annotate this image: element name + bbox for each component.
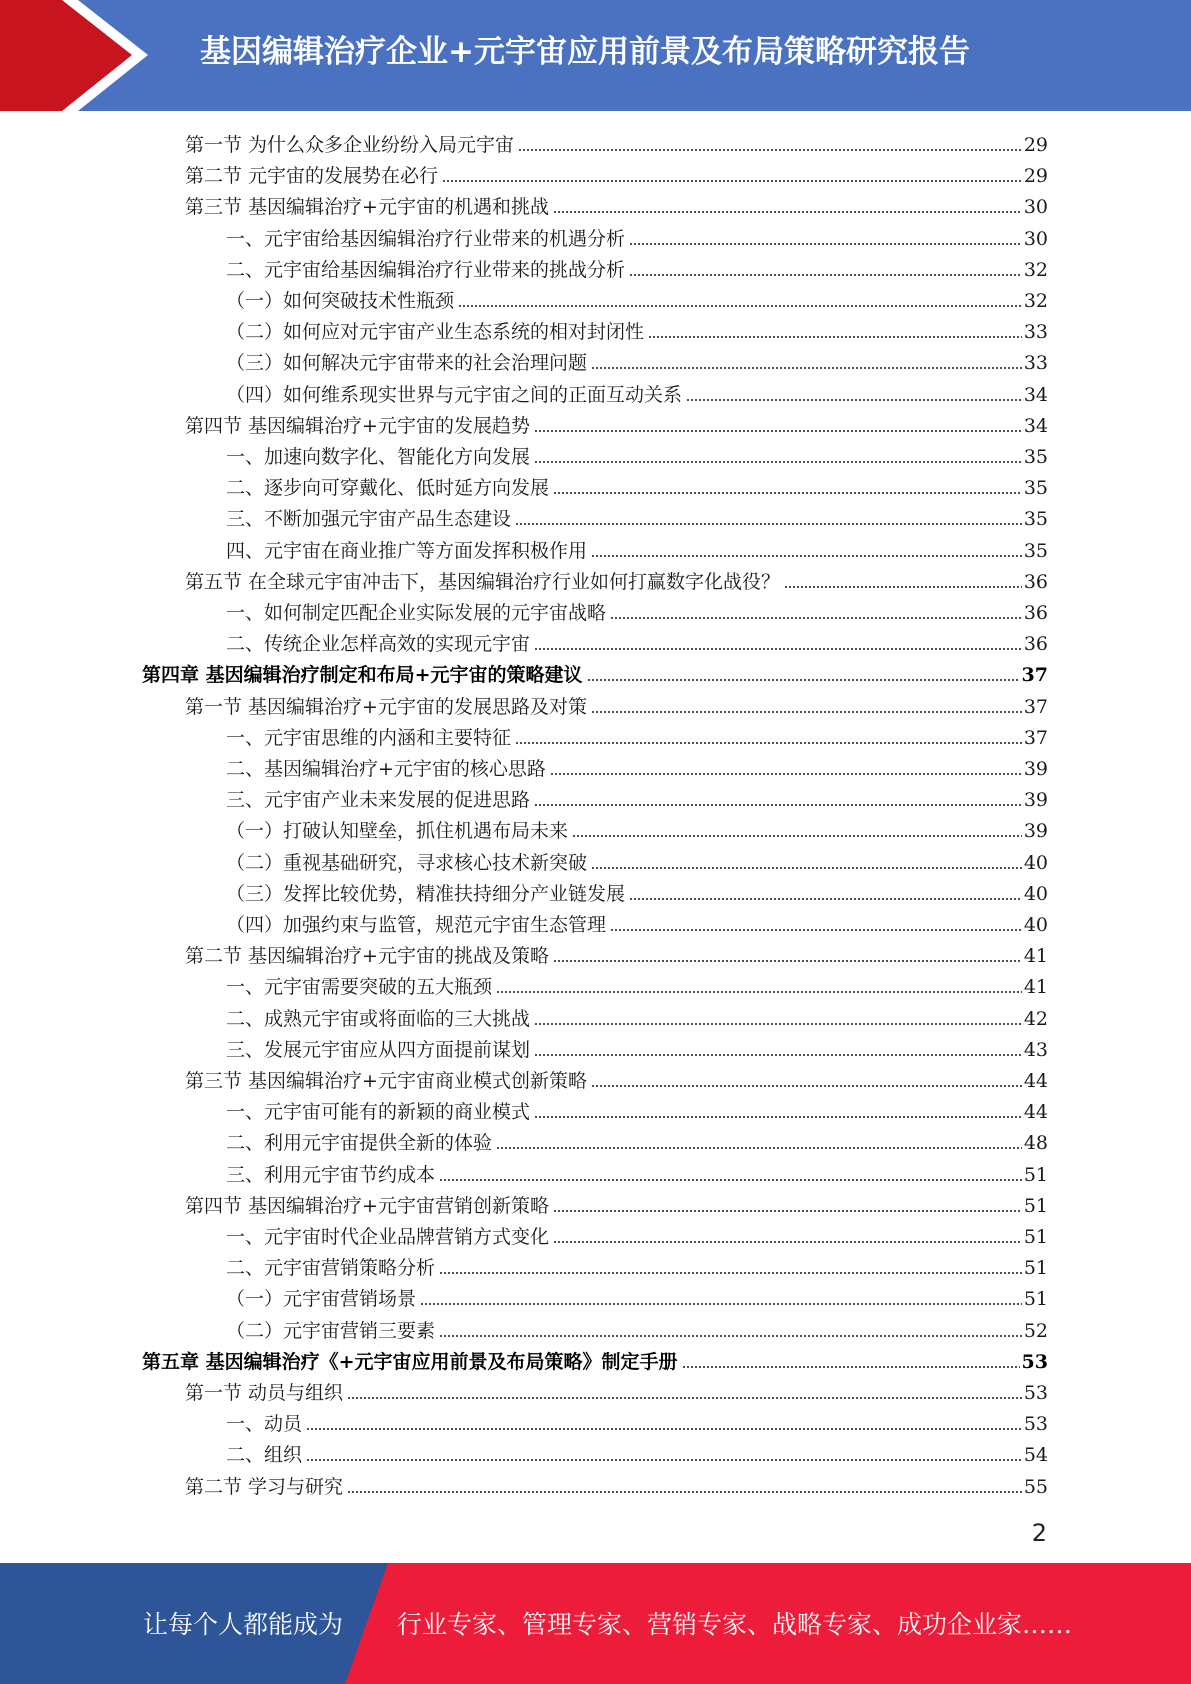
toc-dot-leader (591, 1085, 1022, 1087)
toc-entry-row[interactable] (226, 813, 1048, 843)
page-footer (0, 1563, 1191, 1684)
toc-entry-title: 二、元宇宙给基因编辑治疗行业带来的挑战分析 (226, 258, 626, 281)
toc-dot-leader (587, 679, 1020, 681)
toc-page-number: 44 (1023, 1070, 1048, 1092)
toc-dot-leader (439, 1335, 1022, 1337)
toc-entry-row[interactable] (226, 1219, 1048, 1249)
toc-dot-leader (458, 305, 1022, 307)
toc-dot-leader (591, 555, 1022, 557)
toc-entry-row[interactable] (226, 1001, 1048, 1031)
toc-dot-leader (306, 1428, 1022, 1430)
page-number: 2 (1031, 1519, 1047, 1547)
toc-page-number: 36 (1023, 633, 1048, 656)
toc-page-number: 35 (1023, 477, 1048, 500)
toc-entry-title: （一）打破认知壁垒，抓住机遇布局未来 (226, 820, 569, 843)
toc-dot-leader (534, 804, 1022, 806)
toc-page-number: 40 (1023, 882, 1048, 905)
toc-entry-title: 三、不断加强元宇宙产品生态建设 (226, 508, 512, 531)
toc-entry-title: （四）加强约束与监管，规范元宇宙生态管理 (226, 914, 607, 936)
toc-entry-title: 一、加速向数字化、智能化方向发展 (226, 446, 531, 468)
footer-slogan: 让每个人都能成为 (143, 1610, 344, 1639)
toc-page-number: 53 (1021, 1350, 1048, 1373)
toc-page-number: 35 (1023, 446, 1048, 468)
toc-entry-row[interactable] (226, 1281, 1048, 1311)
toc-entry-row[interactable] (226, 720, 1048, 750)
toc-page-number: 51 (1023, 1226, 1048, 1248)
toc-entry-row[interactable] (226, 1094, 1048, 1124)
toc-page-number: 33 (1023, 352, 1048, 375)
toc-entry-row[interactable] (226, 969, 1048, 999)
page-header (0, 0, 1191, 111)
toc-entry-title: 一、元宇宙需要突破的五大瓶颈 (226, 976, 493, 999)
toc-dot-leader (610, 617, 1022, 619)
toc-dot-leader (439, 1179, 1022, 1181)
toc-page-number: 43 (1023, 1038, 1048, 1061)
toc-entry-title: （三）发挥比较优势，精准扶持细分产业链发展 (226, 882, 626, 905)
toc-dot-leader (610, 929, 1022, 931)
toc-entry-row[interactable] (226, 221, 1048, 251)
toc-dot-leader (534, 648, 1022, 650)
toc-entry-title: （二）如何应对元宇宙产业生态系统的相对封闭性 (226, 321, 645, 344)
toc-page-number: 40 (1023, 914, 1048, 936)
toc-page-number: 55 (1023, 1475, 1048, 1498)
toc-entry-row[interactable] (226, 876, 1048, 906)
toc-chapter-row[interactable] (142, 1344, 1048, 1374)
toc-entry-title: 二、利用元宇宙提供全新的体验 (226, 1132, 493, 1155)
toc-entry-row[interactable] (226, 595, 1048, 625)
toc-entry-title: 四、元宇宙在商业推广等方面发挥积极作用 (226, 539, 588, 562)
toc-entry-row[interactable] (226, 377, 1048, 407)
toc-page-number: 41 (1023, 945, 1048, 968)
toc-page-number: 35 (1023, 508, 1048, 531)
footer-expert-list: 行业专家、管理专家、营销专家、战略专家、成功企业家…… (397, 1610, 1073, 1639)
toc-page-number: 37 (1023, 726, 1048, 749)
toc-dot-leader (682, 1366, 1020, 1368)
toc-page-number: 37 (1021, 664, 1048, 687)
toc-entry-row[interactable] (226, 907, 1048, 937)
toc-dot-leader (515, 742, 1022, 744)
toc-page-number: 36 (1023, 602, 1048, 624)
toc-entry-title: 第三节 基因编辑治疗+元宇宙的机遇和挑战 (185, 196, 549, 219)
toc-dot-leader (553, 492, 1022, 494)
toc-entry-title: 二、逐步向可穿戴化、低时延方向发展 (226, 477, 550, 500)
toc-dot-leader (420, 1303, 1022, 1305)
toc-dot-leader (553, 1241, 1022, 1243)
toc-page-number: 37 (1023, 695, 1048, 718)
toc-entry-title: 第四章 基因编辑治疗制定和布局+元宇宙的策略建议 (142, 664, 583, 687)
toc-entry-row[interactable] (226, 314, 1048, 344)
toc-dot-leader (553, 1210, 1022, 1212)
toc-page-number: 42 (1023, 1007, 1048, 1030)
toc-dot-leader (553, 211, 1022, 213)
toc-page-number: 51 (1023, 1194, 1048, 1217)
toc-entry-row[interactable] (226, 782, 1048, 812)
toc-page-number: 36 (1023, 570, 1048, 593)
toc-page-number: 51 (1023, 1288, 1048, 1311)
toc-dot-leader (518, 149, 1022, 151)
toc-entry-title: 二、元宇宙营销策略分析 (226, 1257, 436, 1280)
toc-entry-title: 一、元宇宙思维的内涵和主要特征 (226, 726, 512, 749)
toc-entry-title: 第二节 学习与研究 (185, 1475, 344, 1498)
toc-entry-row[interactable] (185, 938, 1048, 968)
toc-dot-leader (347, 1491, 1022, 1493)
toc-entry-title: 三、发展元宇宙应从四方面提前谋划 (226, 1038, 531, 1061)
toc-entry-row[interactable] (185, 189, 1048, 219)
toc-page-number: 29 (1023, 165, 1048, 188)
toc-entry-title: 第四节 基因编辑治疗+元宇宙的发展趋势 (185, 414, 530, 437)
toc-entry-row[interactable] (226, 1406, 1048, 1436)
toc-entry-title: 第四节 基因编辑治疗+元宇宙营销创新策略 (185, 1194, 549, 1217)
toc-dot-leader (629, 243, 1022, 245)
toc-entry-row[interactable] (226, 533, 1048, 563)
toc-dot-leader (534, 1054, 1022, 1056)
toc-entry-row[interactable] (185, 564, 1048, 594)
toc-entry-title: 二、基因编辑治疗+元宇宙的核心思路 (226, 758, 546, 780)
toc-entry-title: 第二节 元宇宙的发展势在必行 (185, 165, 439, 188)
toc-dot-leader (496, 991, 1022, 993)
toc-entry-row[interactable] (185, 1469, 1048, 1499)
toc-entry-row[interactable] (226, 1157, 1048, 1187)
toc-page-number: 34 (1023, 383, 1048, 406)
toc-entry-title: 二、传统企业怎样高效的实现元宇宙 (226, 633, 531, 656)
toc-entry-title: 一、元宇宙时代企业品牌营销方式变化 (226, 1226, 550, 1248)
toc-page-number: 39 (1023, 820, 1048, 843)
toc-chapter-row[interactable] (142, 657, 1048, 687)
toc-entry-title: （二）重视基础研究，寻求核心技术新突破 (226, 851, 588, 874)
toc-entry-title: 二、成熟元宇宙或将面临的三大挑战 (226, 1007, 531, 1030)
toc-dot-leader (591, 367, 1022, 369)
toc-entry-title: 第一节 基因编辑治疗+元宇宙的发展思路及对策 (185, 695, 587, 718)
toc-entry-row[interactable] (226, 845, 1048, 875)
toc-page-number: 33 (1023, 321, 1048, 344)
toc-entry-title: （一）如何突破技术性瓶颈 (226, 290, 455, 312)
toc-page-number: 32 (1023, 290, 1048, 312)
toc-dot-leader (572, 835, 1022, 837)
toc-entry-title: 第一节 动员与组织 (185, 1382, 344, 1404)
toc-page-number: 40 (1023, 851, 1048, 874)
toc-dot-leader (686, 399, 1022, 401)
toc-page-number: 39 (1023, 758, 1048, 780)
toc-entry-row[interactable] (226, 1125, 1048, 1155)
toc-entry-title: 三、利用元宇宙节约成本 (226, 1163, 436, 1186)
toc-entry-title: （四）如何维系现实世界与元宇宙之间的正面互动关系 (226, 383, 683, 406)
toc-page-number: 51 (1023, 1163, 1048, 1186)
toc-page-number: 51 (1023, 1257, 1048, 1280)
toc-dot-leader (534, 461, 1022, 463)
toc-page-number: 30 (1023, 196, 1048, 219)
toc-entry-title: 一、如何制定匹配企业实际发展的元宇宙战略 (226, 602, 607, 624)
toc-entry-row[interactable] (185, 1188, 1048, 1218)
toc-dot-leader (534, 1116, 1022, 1118)
toc-entry-row[interactable] (226, 626, 1048, 656)
toc-page-number: 52 (1023, 1319, 1048, 1342)
toc-page-number: 53 (1023, 1382, 1048, 1404)
toc-page-number: 53 (1023, 1413, 1048, 1436)
toc-entry-title: 一、动员 (226, 1413, 303, 1436)
toc-entry-title: 三、元宇宙产业未来发展的促进思路 (226, 789, 531, 812)
toc-dot-leader (347, 1397, 1022, 1399)
toc-page-number: 32 (1023, 258, 1048, 281)
toc-dot-leader (784, 586, 1022, 588)
toc-dot-leader (442, 180, 1022, 182)
toc-entry-title: 第五节 在全球元宇宙冲击下，基因编辑治疗行业如何打赢数字化战役？ (185, 570, 781, 593)
toc-entry-title: 一、元宇宙可能有的新颖的商业模式 (226, 1101, 531, 1124)
toc-dot-leader (306, 1459, 1022, 1461)
toc-entry-row[interactable] (226, 501, 1048, 531)
toc-entry-title: 二、组织 (226, 1444, 303, 1467)
toc-entry-row[interactable] (226, 1313, 1048, 1343)
toc-entry-row[interactable] (226, 1250, 1048, 1280)
toc-page-number: 54 (1023, 1444, 1048, 1467)
toc-entry-row[interactable] (226, 751, 1048, 781)
toc-dot-leader (550, 773, 1022, 775)
toc-page-number: 39 (1023, 789, 1048, 812)
toc-entry-row[interactable] (226, 252, 1048, 282)
toc-page-number: 30 (1023, 227, 1048, 250)
toc-page-number: 48 (1023, 1132, 1048, 1155)
toc-dot-leader (534, 430, 1022, 432)
toc-entry-title: 一、元宇宙给基因编辑治疗行业带来的机遇分析 (226, 227, 626, 250)
toc-dot-leader (591, 711, 1022, 713)
toc-dot-leader (629, 898, 1022, 900)
toc-entry-row[interactable] (226, 439, 1048, 469)
toc-entry-row[interactable] (185, 127, 1048, 157)
toc-page-number: 44 (1023, 1101, 1048, 1124)
toc-dot-leader (591, 867, 1022, 869)
toc-entry-row[interactable] (185, 158, 1048, 188)
toc-page-number: 29 (1023, 134, 1048, 156)
report-title: 基因编辑治疗企业+元宇宙应用前景及布局策略研究报告 (200, 34, 970, 70)
toc-entry-row[interactable] (185, 689, 1048, 719)
toc-entry-row[interactable] (226, 283, 1048, 313)
toc-entry-title: 第三节 基因编辑治疗+元宇宙商业模式创新策略 (185, 1070, 587, 1092)
toc-entry-row[interactable] (185, 1063, 1048, 1093)
toc-entry-title: （二）元宇宙营销三要素 (226, 1319, 436, 1342)
toc-entry-title: 第一节 为什么众多企业纷纷入局元宇宙 (185, 134, 515, 156)
toc-page-number: 35 (1023, 539, 1048, 562)
toc-dot-leader (496, 1147, 1022, 1149)
toc-dot-leader (648, 336, 1022, 338)
toc-entry-title: （一）元宇宙营销场景 (226, 1288, 417, 1311)
toc-page-number: 34 (1023, 414, 1048, 437)
toc-entry-title: 第五章 基因编辑治疗《+元宇宙应用前景及布局策略》制定手册 (142, 1350, 678, 1373)
toc-dot-leader (515, 523, 1022, 525)
toc-entry-title: 第二节 基因编辑治疗+元宇宙的挑战及策略 (185, 945, 549, 968)
toc-dot-leader (629, 274, 1022, 276)
toc-entry-row[interactable] (226, 1437, 1048, 1467)
toc-dot-leader (553, 960, 1022, 962)
toc-entry-row[interactable] (185, 408, 1048, 438)
toc-dot-leader (534, 1023, 1022, 1025)
toc-entry-row[interactable] (226, 470, 1048, 500)
toc-page-number: 41 (1023, 976, 1048, 999)
toc-entry-row[interactable] (226, 345, 1048, 375)
toc-entry-title: （三）如何解决元宇宙带来的社会治理问题 (226, 352, 588, 375)
toc-entry-row[interactable] (185, 1375, 1048, 1405)
toc-dot-leader (439, 1272, 1022, 1274)
toc-entry-row[interactable] (226, 1032, 1048, 1062)
